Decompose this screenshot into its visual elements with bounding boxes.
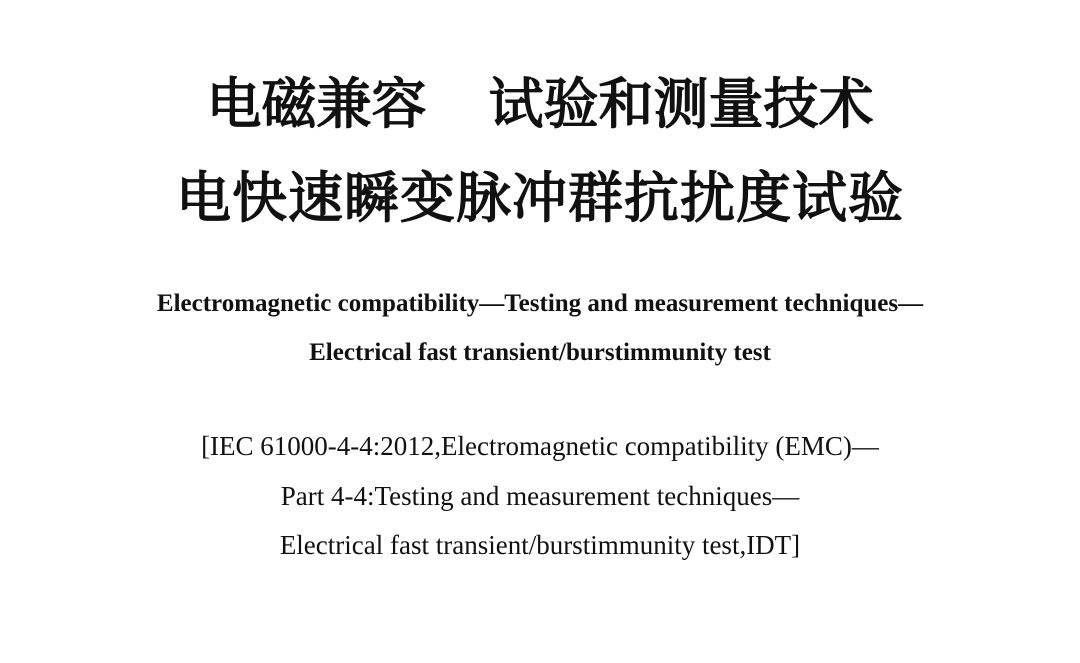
english-title-line-2: Electrical fast transient/burstimmunity test xyxy=(309,339,771,366)
chinese-title-category: 电磁兼容 xyxy=(206,72,427,136)
chinese-title-line-1 xyxy=(0,72,1080,136)
iec-reference-line-2: Part 4-4:Testing and measurement techniques— xyxy=(280,481,800,511)
english-title-line-1: Electromagnetic compatibility—Testing and measurement techniques— xyxy=(156,290,924,317)
chinese-title-line-2: 电快速瞬变脉冲群抗扰度试验 xyxy=(175,166,904,230)
chinese-title-subcategory: 试验和测量技术 xyxy=(488,72,874,136)
iec-reference-line-3: Electrical fast transient/burstimmunity test,IDT] xyxy=(279,530,801,560)
iec-reference-line-1: [IEC 61000-4-4:2012,Electromagnetic compatibility (EMC)— xyxy=(201,431,879,461)
